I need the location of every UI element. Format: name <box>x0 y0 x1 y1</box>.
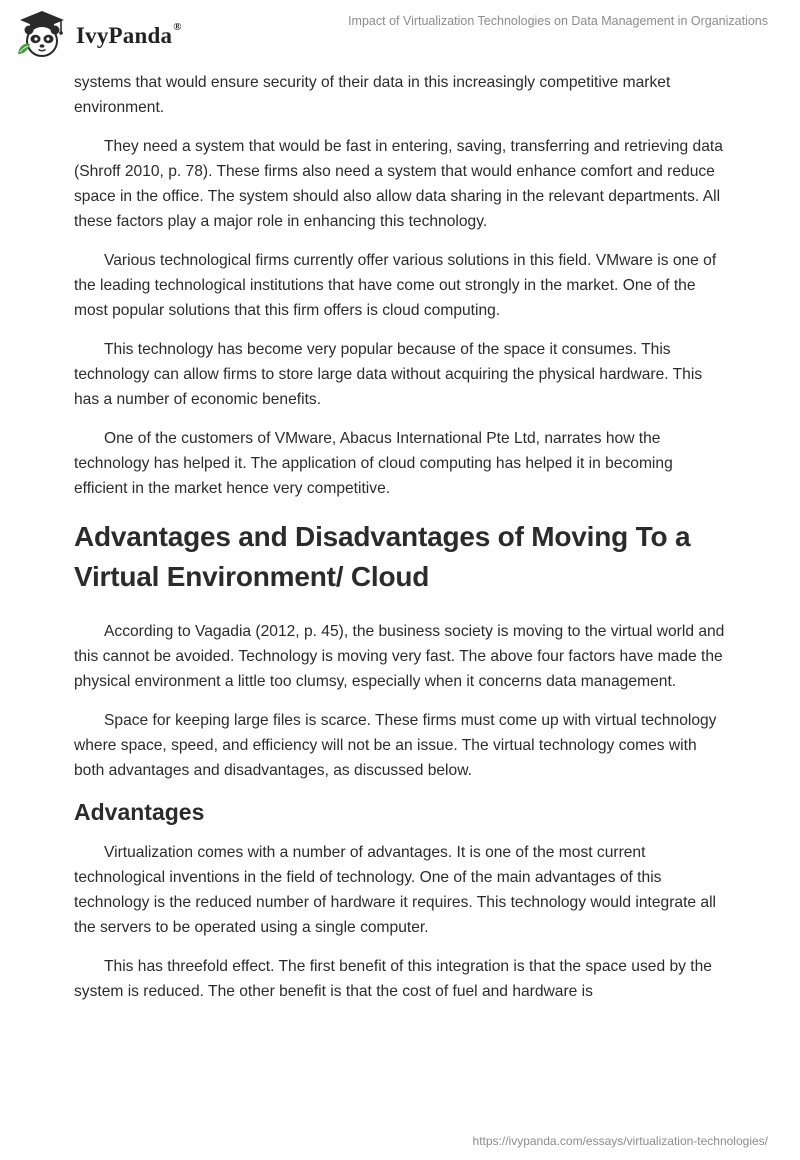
page-header <box>0 0 800 70</box>
paragraph: Virtualization comes with a number of advantages. It is one of the most current technological inventions in the field of technology. One of the main advantages of this technology is the reduced number of hardware it requires. This technology would integrate all the servers to be operated using a single computer. <box>74 844 717 936</box>
paragraph: According to Vagadia (2012, p. 45), the business society is moving to the virtual world and this cannot be avoided. Technology is moving very fast. The above four factors have made the physical environment a little too clumsy, especially when it concerns data management. <box>74 623 725 690</box>
subsection-heading: Advantages <box>74 799 205 825</box>
footer-url[interactable]: https://ivypanda.com/essays/virtualization-technologies/ <box>472 1134 768 1148</box>
paragraph: systems that would ensure security of their data in this increasingly competitive market environment. <box>74 74 671 116</box>
logo-wordmark <box>76 23 182 49</box>
essay-body <box>74 70 730 1018</box>
panda-graduate-icon <box>14 8 70 60</box>
paragraph: Space for keeping large files is scarce. These firms must come up with virtual technology where space, speed, and efficiency will not be an issue. The virtual technology comes with both advantages and disadvantages, as discussed below. <box>74 712 717 779</box>
paragraph: This technology has become very popular because of the space it consumes. This technology can allow firms to store large data without acquiring the physical hardware. This has a number of economic benefits. <box>74 341 703 408</box>
ivypanda-logo[interactable] <box>14 8 182 60</box>
paragraph: They need a system that would be fast in entering, saving, transferring and retrieving data (Shroff 2010, p. 78). These firms also need a system that would enhance comfort and reduce space in the office. The system should also allow data sharing in the relevant departments. All these factors play a major role in enhancing this technology. <box>74 138 723 230</box>
section-heading: Advantages and Disadvantages of Moving To a Virtual Environment/ Cloud <box>74 521 691 592</box>
paragraph: One of the customers of VMware, Abacus International Pte Ltd, narrates how the technology has helped it. The application of cloud computing has helped it in becoming efficient in the market hence very competitive. <box>74 430 673 497</box>
paragraph: This has threefold effect. The first benefit of this integration is that the space used by the system is reduced. The other benefit is that the cost of fuel and hardware is <box>74 958 712 1000</box>
paragraph: Various technological firms currently offer various solutions in this field. VMware is one of the leading technological institutions that have come out strongly in the market. One of the most popular solutions that this firm offers is cloud computing. <box>74 252 717 319</box>
document-title: Impact of Virtualization Technologies on Data Management in Organizations <box>348 14 768 28</box>
registered-mark: ® <box>173 21 182 33</box>
logo-text: IvyPanda <box>76 23 173 48</box>
